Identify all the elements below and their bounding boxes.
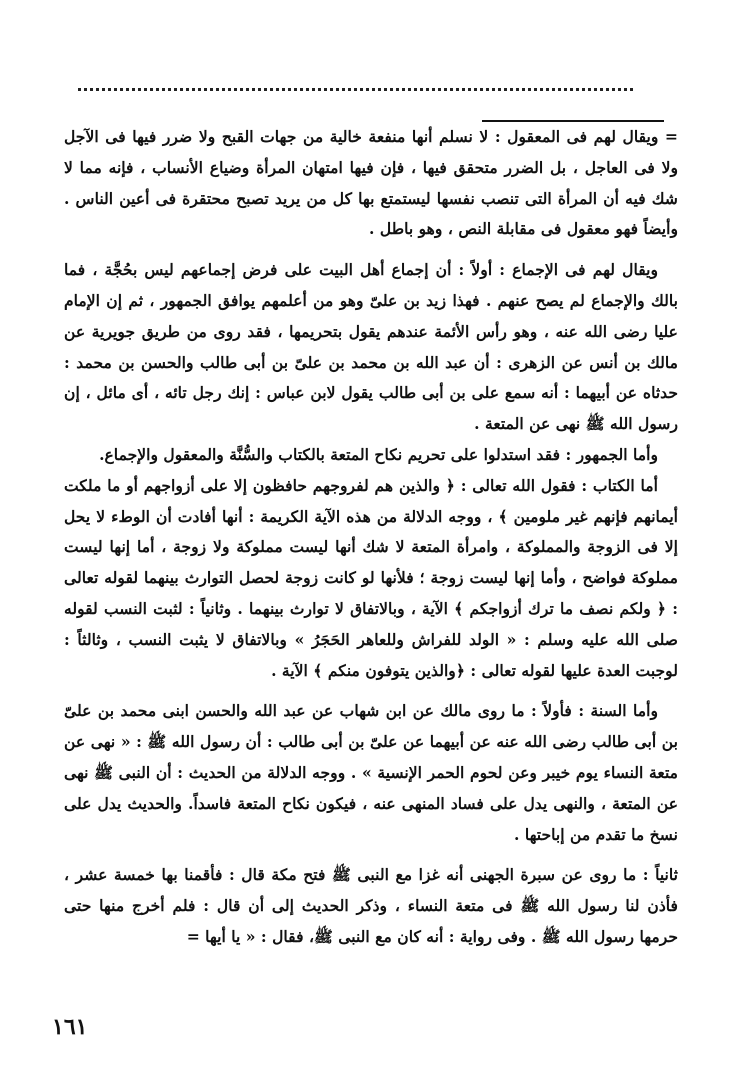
dotted-separator (78, 88, 633, 91)
main-text (64, 122, 678, 953)
paragraph-consensus: ويقال لهم فى الإجماع : أولاً : أن إجماع أهل البيت على فرض إجماعهم ليس بحُجَّة ، فما بالك والإجماع لم يصح عنهم . فهذا زيد بن علىّ وهو من أعلمهم يوافق الجمهور ، ثم إن الإمام عليا رضى الله عنه ، وهو رأس الأئمة عندهم يقول بتحريمها ، فقد روى من طريق جويرية عن مالك بن أنس عن الزهرى : أن عبد الله بن محمد بن علىّ بن أبى طالب والحسن بن محمد : حدثاه عن أبيهما : أنه سمع على بن أبى طالب يقول لابن عباس : إنك رجل تائه ، أى مائل ، إن رسول الله ﷺ نهى عن المتعة . (64, 260, 678, 434)
paragraph-sunnah: وأما السنة : فأولاً : ما روى مالك عن ابن شهاب عن عبد الله والحسن ابنى محمد بن علىّ بن أبى طالب رضى الله عنه عن أبيهما عن علىّ بن أبى طالب : أن رسول الله ﷺ : « نهى عن متعة النساء يوم خيبر وعن لحوم الحمر الإنسية » . ووجه الدلالة من الحديث : أن النبى ﷺ نهى عن المتعة ، والنهى يدل على فساد المنهى عنه ، فيكون نكاح المتعة فاسداً. والحديث يدل على نسخ ما تقدم من إباحتها . (64, 701, 678, 844)
paragraph-second: ثانياً : ما روى عن سبرة الجهنى أنه غزا مع النبى ﷺ فتح مكة قال : فأقمنا بها خمسة عشر ، فأذن لنا رسول الله ﷺ فى متعة النساء ، وذكر الحديث إلى أن قال : فلم أخرج منها حتى حرمها رسول الله ﷺ . وفى رواية : أنه كان مع النبى ﷺ، فقال : « يا أيها = (64, 865, 678, 946)
paragraph-majority: وأما الجمهور : فقد استدلوا على تحريم نكاح المتعة بالكتاب والسُّنَّة والمعقول والإجماع. (99, 444, 658, 464)
page-number: ١٦١ (52, 1014, 88, 1040)
paragraph-quran: أما الكتاب : فقول الله تعالى : ﴿ والذين هم لفروجهم حافظون إلا على أزواجهم أو ما ملكت أيمانهم فإنهم غير ملومين ﴾ ، ووجه الدلالة من هذه الآية الكريمة : أنها أفادت أن الوطء لا يحل إلا فى الزوجة والمملوكة ، وامرأة المتعة لا شك أنها ليست مملوكة ولا زوجة ، أما إنها ليست مملوكة فواضح ، وأما إنها ليست زوجة ؛ فلأنها لو كانت زوجة لحصل التوارث بينهما لقوله تعالى : ﴿ ولكم نصف ما ترك أزواجكم ﴾ الآية ، وبالاتفاق لا توارث بينهما . وثانياً : لثبت النسب لقوله صلى الله عليه وسلم : « الولد للفراش وللعاهر الحَجَرُ » وبالاتفاق لا يثبت النسب ، وثالثاً : لوجبت العدة عليها لقوله تعالى : ﴿والذين يتوفون منكم ﴾ الآية . (64, 475, 678, 680)
paragraph-reason: = ويقال لهم فى المعقول : لا نسلم أنها منفعة خالية من جهات القبح ولا ضرر فيها فى الآجل ولا فى العاجل ، بل الضرر متحقق فيها ، فإن فيها امتهان المرأة وضياع الأنساب ، فإنه مما لا شك فيه أن المرأة التى تنصب نفسها ليستمتع بها كل من يريد تصبح محتقرة فى أعين الناس . وأيضاً فهو معقول فى مقابلة النص ، وهو باطل . (64, 127, 678, 239)
